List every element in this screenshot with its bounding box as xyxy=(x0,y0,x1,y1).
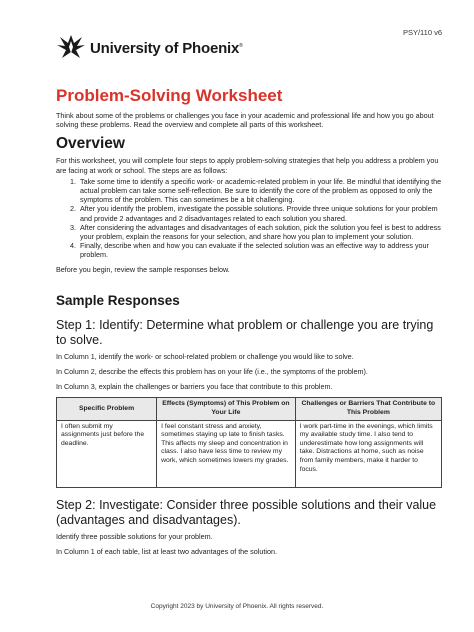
step2-heading: Step 2: Investigate: Consider three possible solutions and their value (advantages and disadvantages). xyxy=(56,497,437,527)
overview-heading: Overview xyxy=(56,135,125,153)
step1-instruction: In Column 3, explain the challenges or barriers you face that contribute to this problem. xyxy=(56,382,333,392)
intro-paragraph: Think about some of the problems or challenges you face in your academic and professional life and how you go about solving these problems. Read the overview and complete all parts of this worksheet. xyxy=(56,111,434,130)
step1-instruction: In Column 1, identify the work- or school-related problem or challenge you would like to solve. xyxy=(56,351,354,361)
phoenix-logo-icon xyxy=(56,33,86,63)
step1-heading: Step 1: Identify: Determine what problem or challenge you are trying to solve. xyxy=(56,317,434,347)
steps-list xyxy=(56,177,442,260)
copyright-footer: Copyright 2023 by University of Phoenix. All rights reserved. xyxy=(150,603,324,610)
page-title: Problem-Solving Worksheet xyxy=(56,86,283,105)
before-begin-text: Before you begin, review the sample responses below. xyxy=(56,264,230,274)
logo-wordmark: University of Phoenix xyxy=(90,39,240,57)
table-cell: I work part-time in the evenings, which limits my available study time. I also tend to underestimate how long assignments will take. Distractions at home, such as noise from family members, make it harder to focus. xyxy=(295,420,441,487)
table-header-cell: Effects (Symptoms) of This Problem on Your Life xyxy=(157,398,296,420)
table-cell: I often submit my assignments just before the deadline. xyxy=(57,420,157,487)
step2-instruction: In Column 1 of each table, list at least two advantages of the solution. xyxy=(56,546,277,556)
document-body xyxy=(56,86,442,562)
list-item: 2. After you identify the problem, investigate the possible solutions. Provide three unique solutions for your problem and provide 2 advantages and 2 disadvantages related to each solution you shared. xyxy=(78,204,442,222)
table-header-row xyxy=(57,398,442,420)
logo-text xyxy=(90,40,243,57)
sample-responses-heading: Sample Responses xyxy=(56,292,180,308)
registered-mark: ® xyxy=(239,42,243,49)
list-item: 3. After considering the advantages and disadvantages of each solution, pick the solution you feel is best to address your problem, explain the reasons for your selection, and share how you plan to implement your solution. xyxy=(78,223,442,241)
step2-instruction: Identify three possible solutions for your problem. xyxy=(56,531,213,541)
list-item: 4. Finally, describe when and how you can evaluate if the selected solution was an effective way to address your problem. xyxy=(78,241,442,259)
university-logo xyxy=(56,33,243,63)
list-item: 1. Take some time to identify a specific work- or academic-related problem in your life. Be mindful that identifying the actual problem can take some self-reflection. Be sure to identify the core of the problem as opposed to only the symptoms of the problem. This can sometimes be a bit challenging. xyxy=(78,177,442,205)
table-row xyxy=(57,420,442,487)
overview-paragraph: For this worksheet, you will complete four steps to apply problem-solving strategies that help you address a problem you are facing at work or school. The steps are as follows: xyxy=(56,156,439,175)
sample-table xyxy=(56,397,442,487)
table-cell: I feel constant stress and anxiety, sometimes staying up late to finish tasks. This affects my sleep and concentration in class. I also have less time to review my work, which sometimes lowers my grades. xyxy=(157,420,296,487)
table-header-cell: Challenges or Barriers That Contribute to This Problem xyxy=(295,398,441,420)
step1-instruction: In Column 2, describe the effects this problem has on your life (i.e., the symptoms of the problem). xyxy=(56,367,368,377)
document-code: PSY/110 v6 xyxy=(402,28,442,37)
table-header-cell: Specific Problem xyxy=(57,398,157,420)
